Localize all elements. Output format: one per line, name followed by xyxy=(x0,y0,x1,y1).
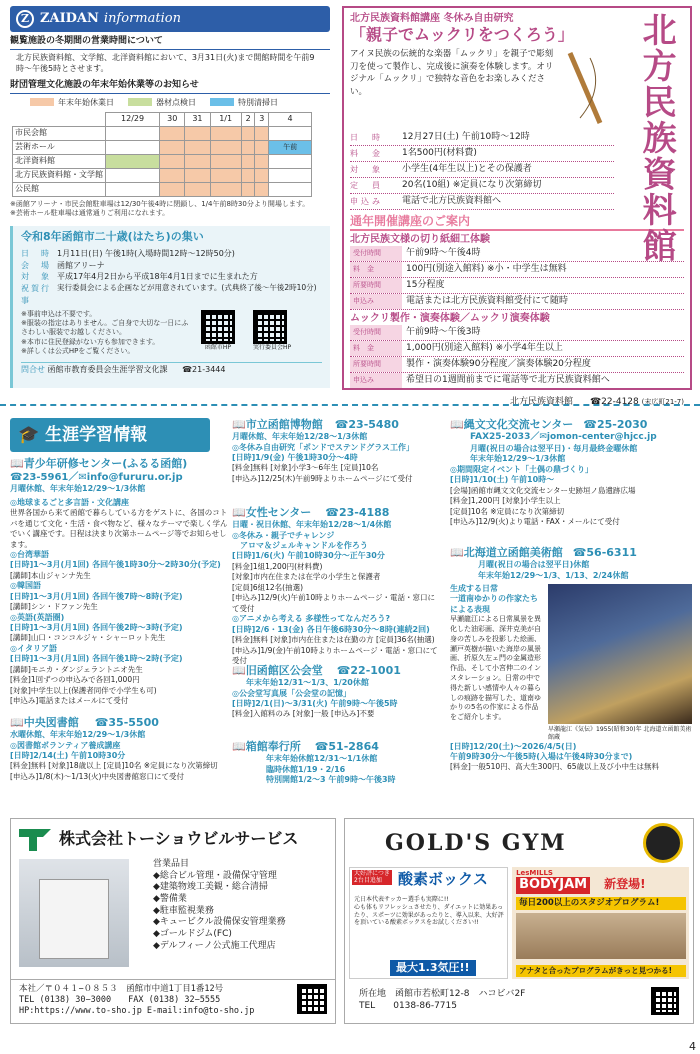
hoppo-vertical-title: 北方民族資料館 xyxy=(636,12,677,264)
list-item: ◆ゴールドジム(FC) xyxy=(153,929,232,940)
zaidan-title: ZAIDAN xyxy=(40,10,99,26)
hall-name-row: 📖旧函館区公会堂 ☎22-1001 xyxy=(232,664,401,677)
hatachi-contact: 問合せ 函館市教育委員会生涯学習文化課 ☎21-3444 xyxy=(21,362,322,375)
bugyosho-info: 年末年始休館12/31〜1/1休館 xyxy=(266,754,378,764)
schedule-note-2: ※芸術ホール駐車場は通常通りご利用になれます。 xyxy=(10,209,170,218)
studio-photo xyxy=(516,913,686,959)
course-date: [日時]2/6・13(金) 各日午後6時30分〜8時(連続2回) xyxy=(232,624,430,634)
legend-inspection: 器材点検日 xyxy=(128,98,196,108)
zaidan-subtitle: information xyxy=(103,10,181,26)
old-public-hall-section xyxy=(232,664,442,720)
shogai-header: 🎓 生涯学習情報 xyxy=(10,418,210,452)
youth-center-name: 📖青少年研修センター(ふるる函館) xyxy=(10,457,188,470)
schedule-legend xyxy=(30,98,330,108)
hoppo-row: 料 金 1,000円(別途入館料) ※小学4年生以上 xyxy=(350,341,684,357)
tosho-logo-icon xyxy=(17,825,53,853)
course-title: ◎台湾華語 xyxy=(10,550,49,560)
bodyjam-new: 新登場! xyxy=(604,877,646,891)
company-name: 株式会社トーショウビルサービス xyxy=(59,828,299,848)
legend-cleaning: 特別清掃日 xyxy=(210,98,278,108)
hatachi-row: 対 象 平成17年4月2日から平成18年4月1日までに生まれた方 xyxy=(21,272,258,282)
gym-qr-icon[interactable] xyxy=(651,987,679,1015)
company-qr-icon[interactable] xyxy=(297,984,327,1014)
table-row: 公民館 xyxy=(13,183,312,197)
zaidan-header xyxy=(10,6,330,32)
schedule-note-1: ※函館アリーナ・市民会館駐車場は12/30午後4時に閉鎖し、1/4午前8時30分より開場します。 xyxy=(10,200,310,209)
women-closed: 日曜・祝日休館、年末年始12/28〜1/4休館 xyxy=(232,520,392,530)
art-name-row: 📖北海道立函館美術館 ☎56-6311 xyxy=(450,546,637,559)
course-date: [日時]1/6(火) 午前10時30分〜正午30分 xyxy=(232,551,385,561)
course-subtitle: アロマ＆ジェルキャンドルを作ろう xyxy=(240,541,368,551)
jomon-center-section xyxy=(450,418,694,528)
course-body: [料金]無料 [対象]小学3〜6年生 [定員]10名 [申込み]12/25(木)午前9時よりホームページにて受付 xyxy=(232,463,413,483)
company-tel: TEL (0138) 30−3000 FAX (0138) 32−5555 xyxy=(19,995,221,1006)
hatachi-row: 祝賀行事 実行委員会による企画などが用意されています。(式典終了後〜午後2時10分) xyxy=(21,283,317,305)
central-library-section xyxy=(10,716,228,782)
book-icon: 📖 xyxy=(232,418,246,431)
hall-closed: 年末年始12/31〜1/3、1/20休館 xyxy=(246,678,369,688)
library-name-row: 📖中央図書館 ☎35-5500 xyxy=(10,716,159,729)
hatachi-note: ※事前申込は不要です。 xyxy=(21,310,97,319)
oxygen-box-ad xyxy=(349,867,508,979)
library-closed: 水曜休館、年末年始12/29〜1/3休館 xyxy=(10,730,146,740)
hatachi-row: 会 場 函館アリーナ xyxy=(21,260,105,270)
kirigami-title: 北方民族文様の切り紙細工体験 xyxy=(350,234,490,246)
hatachi-section xyxy=(10,226,330,388)
course-time: 午前9時30分〜午後5時(入場は午後4時30分まで) xyxy=(450,752,633,762)
golds-gym-ad xyxy=(344,818,694,1024)
course-body: [料金]一般510円、高大生300円、65歳以上及び小中生は無料 xyxy=(450,762,660,772)
schedule-header-row: 12/29 30 31 1/1 2 3 4 xyxy=(13,113,312,127)
museum-closed: 月曜休館、年末年始12/28〜1/3休館 xyxy=(232,432,368,442)
hoppo-row: 所要時間 15分程度 xyxy=(350,278,684,294)
gym-tel: TEL 0138-86-7715 xyxy=(359,1001,457,1011)
golds-gym-emblem-icon xyxy=(643,823,683,863)
exhibition-body: 早瀬龍江による日常風景を異化した油彩画、深井克美が自身の苦しみを投影した絵画、瀬戸英樹が描いた海岸の風景画、折原久左ェ門の金属造形作品、そして小宮伸二のインスタレーション。日常の中で得た新しい感情や人々の暮らしの痕跡を描写した、道南ゆかりの5名の作家による作品をご紹介します。 xyxy=(450,615,541,722)
hatachi-note: ※本市に住民登録がない方も参加できます。 xyxy=(21,337,160,346)
hatachi-title: 令和8年函館市二十歳(はたち)の集い xyxy=(21,230,204,243)
hoppo-footer: 北方民族資料館 ☎22-4128 (末広町21-7) xyxy=(510,397,684,408)
jomon-name-row: 📖縄文文化交流センター ☎25-2030 xyxy=(450,418,648,431)
new-year-title: 財団管理文化施設の年末年始休業等のお知らせ xyxy=(10,80,330,94)
course-date: [日時]12/20(土)〜2026/4/5(日) xyxy=(450,741,577,751)
hoppo-row: 受付時間 午前9時〜午後3時 xyxy=(350,325,684,341)
course-date: [日時]1〜3月(月1回) 各回午後1時〜2時(予定) xyxy=(10,654,183,664)
course-title: ◎アニメから考える 多様性ってなんだろう? xyxy=(232,614,391,624)
company-web[interactable]: HP:https://www.to-sho.jp E-mail:info@to-sho.jp xyxy=(19,1006,255,1017)
course-title: ◎韓国語 xyxy=(10,581,41,591)
course-body: [講師]シン・ドファン先生 xyxy=(10,602,98,612)
bodyjam-foot: アナタと合ったプログラムがきっと見つかる! xyxy=(516,965,686,977)
course-title: ◎イタリア語 xyxy=(10,643,57,653)
table-row: 北洋資料館 xyxy=(13,155,312,169)
mukkuri-course-title: ムックリ製作・演奏体験／ムックリ演奏体験 xyxy=(350,313,550,325)
company-address: 本社／〒０４１−０８５３ 函館市中道1丁目1番12号 xyxy=(19,984,224,994)
table-row: 北方民族資料館・文学館 xyxy=(13,169,312,183)
course-title: ◎英語(英語圏) xyxy=(10,612,65,622)
course-title: ◎期間限定イベント「土偶の鼎づくり」 xyxy=(450,464,593,474)
gym-address: 所在地 函館市若松町12-8 ハコビバ2F xyxy=(359,989,526,1000)
book-icon: 📖 xyxy=(232,664,246,677)
bodyjam-title: BODYJAM xyxy=(516,877,590,894)
list-item: ◆総合ビル管理・設備保守管理 xyxy=(153,870,277,881)
building-photo xyxy=(19,859,129,967)
course-body: [料金]無料 [対象]18歳以上 [定員]10名 ※定員になり次第締切 [申込み]1/8(木)〜1/13(火)中央図書館窓口にて受付 xyxy=(10,761,218,781)
hoppo-museum-panel xyxy=(342,6,692,408)
list-item: ◆建築物竣工美観・総合清掃 xyxy=(153,882,268,893)
women-center-section xyxy=(232,506,442,667)
youth-center-contact: ☎23-5961／✉info@fururu.or.jp xyxy=(10,472,183,484)
painting-caption: 早瀬龍江《気伝》1955(昭和30)年 北海道立函館美術館蔵 xyxy=(548,726,692,741)
course-title: ◎冬休み自由研究「ポンドでステンドグラス工作」 xyxy=(232,442,415,452)
page-number: 4 xyxy=(689,1040,696,1053)
book-icon: 📖 xyxy=(450,546,464,559)
bugyosho-name-row: 📖箱館奉行所 ☎51-2864 xyxy=(232,740,379,753)
women-name-row: 📖女性センター ☎23-4188 xyxy=(232,506,390,519)
museum-name-row: 📖市立函館博物館 ☎23-5480 xyxy=(232,418,399,431)
course-body: [料金]入館料のみ [対象]一般 [申込み]不要 xyxy=(232,709,375,719)
golds-gym-logo: GOLD'S GYM xyxy=(385,829,567,856)
hoppo-row: 日 時 12月27日(土) 午前10時〜12時 xyxy=(350,130,614,146)
course-title: ◎図書館ボランティア養成講座 xyxy=(10,740,121,750)
hatachi-note: ※詳しくは公式HPをご覧ください。 xyxy=(21,346,135,355)
zaidan-logo-icon: Z xyxy=(16,10,34,28)
hoppo-row: 定 員 20名(10組) ※定員になり次第締切 xyxy=(350,178,614,194)
city-qr-icon xyxy=(201,310,235,344)
hoppo-section2-title: 通年開催講座のご案内 xyxy=(350,214,684,232)
list-item: ◆駐車監視業務 xyxy=(153,905,214,916)
city-museum-section xyxy=(232,418,442,484)
course-date: [日時]2/1(日)〜3/31(火) 午前9時〜午後5時 xyxy=(232,699,398,709)
book-icon: 📖 xyxy=(232,740,246,753)
course-date: [日時]1〜3月(月1回) 各回午後2時〜3時(予定) xyxy=(10,623,183,633)
bodyjam-sub: 毎日200以上のスタジオプログラム! xyxy=(516,897,686,910)
list-item: ◆キュービクル設備保安管理業務 xyxy=(153,917,286,928)
jomon-closed2: 年末年始12/29〜1/3休館 xyxy=(470,454,566,464)
winter-hours-section xyxy=(10,36,330,77)
youth-center-closed: 月曜休館、年末年始12/29〜1/3休館 xyxy=(10,484,146,494)
jomon-fax: FAX25-2033／✉jomon-center@hjcc.jp xyxy=(470,432,657,443)
hoppo-event-title: 「親子でムックリをつくろう」 xyxy=(350,25,574,44)
box-title: 酸素ボックス xyxy=(398,870,488,888)
course-date: [日時]1/10(土) 午前10時〜 xyxy=(450,475,555,485)
art-museum-section xyxy=(450,546,694,773)
youth-center-section xyxy=(10,457,228,707)
book-icon: 📖 xyxy=(232,506,246,519)
committee-qr-icon xyxy=(253,310,287,344)
table-row: 芸術ホール 午前 xyxy=(13,141,312,155)
course-body: [講師]本山ジャンナ先生 xyxy=(10,570,91,580)
book-icon: 📖 xyxy=(10,716,24,729)
schedule-table xyxy=(12,112,312,197)
committee-qr[interactable]: 実行委員会HP xyxy=(253,310,291,355)
art-closed: 月曜(祝日の場合は翌平日)休館 xyxy=(478,560,590,570)
bugyosho-info: 臨時休館1/19・2/16 xyxy=(266,764,346,774)
hoppo-row: 申込み 希望日の1週間前までに電話等で北方民族資料館へ xyxy=(350,373,684,389)
mukkuri-instrument-icon xyxy=(560,48,610,128)
bodyjam-brand: LesMILLS xyxy=(516,869,553,877)
course-body: [会場]函館市縄文文化交流センター史跡垣ノ島遺跡広場 [料金]1,200円 [対象]小学生以上 [定員]10名 ※定員になり次第締切 [申込み]12/9(火)より電話・FAX・メールにて受付 xyxy=(450,485,636,527)
course-body: [料金]無料 [対象]市内在住または在勤の方 [定員]36名(抽選) [申込み]1/9(金)午前10時よりホームページ・電話・窓口にて受付 xyxy=(232,635,438,666)
course-date: [日時]1〜3月(月1回) 各回午後1時30分〜2時30分(予定) xyxy=(10,560,221,570)
list-item: ◆警備業 xyxy=(153,894,187,905)
art-closed2: 年末年始12/29〜1/3、1/13、2/24休館 xyxy=(478,570,629,580)
new-year-section xyxy=(10,80,330,218)
hoppo-intro: アイヌ民族の伝統的な楽器「ムックリ」を親子で彫刻刀を使って製作し、完成後に演奏を体験します。オリジナル「ムックリ」で独特な音色をお楽しみください。 xyxy=(350,48,554,98)
hoppo-row: 申込み 電話または北方民族資料館受付にて随時 xyxy=(350,294,684,310)
book-icon: 📖 xyxy=(450,418,464,431)
box-foot: 最大1.3気圧!! xyxy=(390,960,476,976)
course-title: ◎地球まるごと多言語・文化講座 xyxy=(10,497,129,507)
bugyosho-info: 特別開館1/2〜3 午前9時〜午後3時 xyxy=(266,775,396,785)
box-tag: 大好評につき2台目追加 xyxy=(352,870,392,885)
list-item: ◆デルフィーノ公式施工代理店 xyxy=(153,940,276,951)
course-body: [講師]山口・コンコルジャ・シャーロット先生 xyxy=(10,633,166,643)
course-body: [料金]1組1,200円(材料費) [対象]市内在住または在学の小学生と保護者 [定員]6組12名(抽選) [申込み]12/9(火)午前10時よりホームページ・電話・窓口にて受付 xyxy=(232,561,435,613)
hoppo-row: 料 金 1名500円(材料費) xyxy=(350,146,614,162)
course-body: [講師]モニカ・ダンジェラントニオ先生 [料金]1回ずつの申込みで各回1,000円 [対象]中学生以上(保護者同伴で小学生も可) [申込み]電話またはメールにて受付 xyxy=(10,664,157,706)
winter-hours-body: 北方民族資料館、文学館、北洋資料館において、3月31日(火)まで開館時間を午前9時〜午後5時とさせます。 xyxy=(16,52,315,74)
hoppo-row: 申込み 電話で北方民族資料館へ xyxy=(350,194,614,210)
bugyosho-section xyxy=(232,740,442,785)
bodyjam-ad xyxy=(512,867,689,979)
exhibition-painting xyxy=(548,584,692,724)
exhibition-title: 生成する日常 一道南ゆかりの作家たちによる表現 xyxy=(450,584,538,614)
course-title: ◎公会堂写真展「公会堂の記憶」 xyxy=(232,688,351,698)
tosho-ad xyxy=(10,818,336,1024)
section-divider xyxy=(0,404,700,406)
jomon-closed: 月曜(祝日の場合は翌平日)・毎月最終金曜休館 xyxy=(470,443,638,453)
course-date: [日時]1/9(金) 午後1時30分〜4時 xyxy=(232,453,358,463)
course-title: ◎冬休み・親子でチャレンジ xyxy=(232,530,335,540)
course-date: [日時]1〜3月(月1回) 各回午後7時〜8時(予定) xyxy=(10,591,183,601)
legend-holiday: 年末年始休業日 xyxy=(30,98,114,108)
course-body: 世界各国から来て函館で暮らしている方をゲストに、各国のコトバを通じて文化・生活・食べ物など、様々なテーマで楽しく学んでいく講座です。日程は決まり次第ホームページ等でお知らせします。 xyxy=(10,508,228,549)
hoppo-row: 対 象 小学生(4年生以上)とその保護者 xyxy=(350,162,614,178)
hoppo-row: 受付時間 午前9時〜午後4時 xyxy=(350,246,684,262)
hatachi-row: 日 時 1月11日(日) 午後1時(入場時間12時〜12時50分) xyxy=(21,249,235,259)
box-body: 元日本代表サッカー選手も実際に!! 心も体もリフレッシュさせたり、ダイエットに効果あったり、スポーツに効果があったりと、導入以来、大好評を頂いている酸素ボックスをお試しください!! xyxy=(354,896,504,927)
hoppo-row: 料 金 100円(別途入館料) ※小・中学生は無料 xyxy=(350,262,684,278)
items-label: 営業品目 xyxy=(153,859,190,869)
hoppo-row: 所要時間 製作・演奏体験90分程度／演奏体験20分程度 xyxy=(350,357,684,373)
winter-hours-title: 観覧施設の冬期間の営業時間について xyxy=(10,36,330,50)
city-qr[interactable]: 函館市HP xyxy=(201,310,235,355)
table-row: 市民会館 xyxy=(13,127,312,141)
hoppo-kicker: 北方民族資料館講座 冬休み自由研究 xyxy=(350,13,514,24)
graduation-cap-icon: 🎓 xyxy=(18,424,40,445)
book-icon: 📖 xyxy=(10,457,24,470)
hatachi-note: ※服装の指定はありません。ご自身で大切な一日にふさわしい服装でお越しください。 xyxy=(21,319,189,337)
course-date: [日時]2/14(土) 午前10時30分 xyxy=(10,751,126,761)
